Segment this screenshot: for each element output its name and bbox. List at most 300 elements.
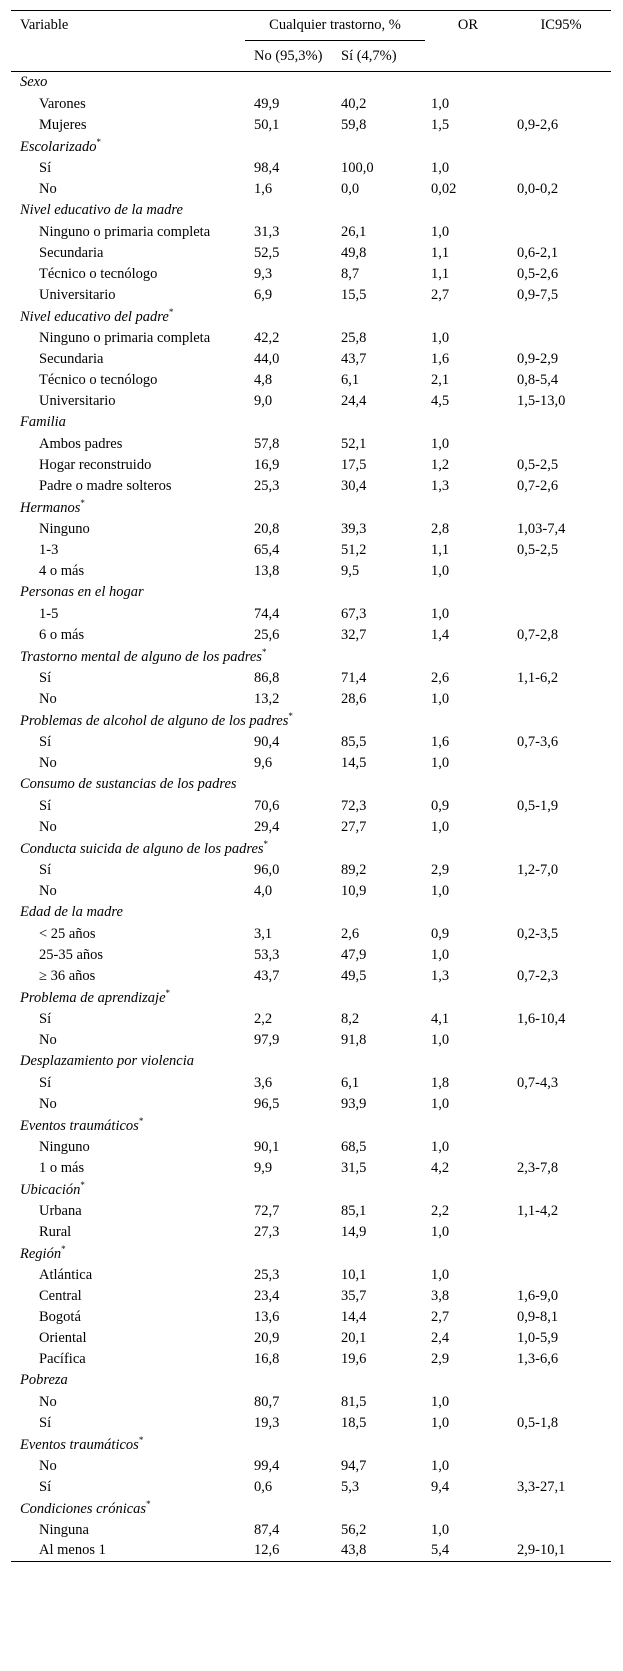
pct-no-disorder: 49,9 <box>254 95 280 112</box>
category-label: Sí <box>39 1074 52 1091</box>
pct-no-disorder: 9,3 <box>254 265 273 282</box>
category-label: 4 o más <box>39 562 85 579</box>
header-no: No (95,3%) <box>254 47 323 64</box>
table-row <box>11 561 611 582</box>
pct-no-disorder: 99,4 <box>254 1457 280 1474</box>
table-row <box>11 540 611 561</box>
pct-no-disorder: 43,7 <box>254 967 280 984</box>
group-name: Desplazamiento por violencia <box>20 1053 194 1069</box>
confidence-interval: 1,6-10,4 <box>517 1010 566 1027</box>
table-row <box>11 945 611 966</box>
table-row <box>11 1349 611 1370</box>
significance-marker: * <box>165 988 171 999</box>
odds-ratio: 1,0 <box>431 223 450 240</box>
table-row <box>11 285 611 306</box>
category-label: Secundaria <box>39 350 104 367</box>
category-label: Técnico o tecnólogo <box>39 371 158 388</box>
confidence-interval <box>511 881 611 902</box>
confidence-interval: 0,0-0,2 <box>517 180 559 197</box>
pct-with-disorder: 10,9 <box>341 882 367 899</box>
odds-ratio: 1,0 <box>431 882 450 899</box>
group-row <box>11 646 611 668</box>
group-name: Problema de aprendizaje <box>20 989 166 1006</box>
pct-no-disorder: 80,7 <box>254 1393 280 1410</box>
odds-ratio: 1,0 <box>431 1521 450 1538</box>
pct-with-disorder: 26,1 <box>341 223 367 240</box>
group-name: Eventos traumáticos <box>20 1117 139 1134</box>
pct-with-disorder: 31,5 <box>341 1159 367 1176</box>
group-name: Nivel educativo del padre <box>20 308 169 325</box>
group-name: Familia <box>20 414 66 430</box>
pct-no-disorder: 96,0 <box>254 861 280 878</box>
pct-with-disorder: 59,8 <box>341 116 367 133</box>
confidence-interval: 0,5-2,5 <box>517 541 559 558</box>
category-label: Sí <box>39 861 52 878</box>
confidence-interval: 2,3-7,8 <box>517 1159 559 1176</box>
confidence-interval: 0,9-2,6 <box>517 116 559 133</box>
category-label: Sí <box>39 1010 52 1027</box>
group-name: Trastorno mental de alguno de los padres <box>20 648 262 665</box>
pct-no-disorder: 52,5 <box>254 244 280 261</box>
group-label <box>11 902 611 924</box>
category-label: Pacífica <box>39 1350 86 1367</box>
pct-with-disorder: 28,6 <box>341 690 367 707</box>
table-row <box>11 1030 611 1051</box>
header-or: OR <box>425 11 511 41</box>
odds-ratio: 0,9 <box>431 925 450 942</box>
category-label: No <box>39 1095 57 1112</box>
significance-marker: * <box>263 839 269 850</box>
odds-ratio: 1,3 <box>431 967 450 984</box>
confidence-interval: 1,1-4,2 <box>517 1202 559 1219</box>
category-label: No <box>39 754 57 771</box>
pct-with-disorder: 40,2 <box>341 95 367 112</box>
odds-ratio: 4,2 <box>431 1159 450 1176</box>
category-label: 1-3 <box>39 541 59 558</box>
table-row <box>11 1222 611 1243</box>
odds-ratio: 2,9 <box>431 1350 450 1367</box>
confidence-interval <box>511 1265 611 1286</box>
pct-with-disorder: 10,1 <box>341 1266 367 1283</box>
group-name: Ubicación <box>20 1181 81 1198</box>
significance-marker: * <box>261 647 267 658</box>
pct-no-disorder: 25,3 <box>254 1266 280 1283</box>
header-any-disorder: Cualquier trastorno, % <box>245 11 425 41</box>
group-label <box>11 497 611 519</box>
table-row <box>11 1456 611 1477</box>
group-row <box>11 1370 611 1392</box>
odds-ratio: 1,0 <box>431 754 450 771</box>
category-label: Ninguno <box>39 1138 90 1155</box>
group-label <box>11 987 611 1009</box>
category-label: Sí <box>39 669 52 686</box>
odds-ratio: 1,0 <box>431 159 450 176</box>
odds-ratio: 4,5 <box>431 392 450 409</box>
confidence-interval <box>511 1392 611 1413</box>
group-row <box>11 1051 611 1073</box>
confidence-interval: 1,0-5,9 <box>517 1329 559 1346</box>
table-row <box>11 1158 611 1179</box>
pct-with-disorder: 6,1 <box>341 1074 360 1091</box>
pct-no-disorder: 90,1 <box>254 1138 280 1155</box>
odds-ratio: 3,8 <box>431 1287 450 1304</box>
pct-no-disorder: 0,6 <box>254 1478 273 1495</box>
category-label: Ninguno o primaria completa <box>39 223 211 240</box>
pct-no-disorder: 65,4 <box>254 541 280 558</box>
pct-with-disorder: 68,5 <box>341 1138 367 1155</box>
group-label <box>11 710 611 732</box>
pct-no-disorder: 13,8 <box>254 562 280 579</box>
table-row <box>11 796 611 817</box>
confidence-interval: 0,5-1,8 <box>517 1414 559 1431</box>
confidence-interval <box>511 158 611 179</box>
odds-ratio: 2,7 <box>431 286 450 303</box>
table-row <box>11 455 611 476</box>
data-table-container <box>11 10 611 1562</box>
confidence-interval <box>511 1222 611 1243</box>
table-row <box>11 349 611 370</box>
group-row <box>11 582 611 604</box>
table-row <box>11 1520 611 1541</box>
pct-with-disorder: 85,5 <box>341 733 367 750</box>
confidence-interval <box>511 753 611 774</box>
category-label: No <box>39 1031 57 1048</box>
odds-ratio: 1,5 <box>431 116 450 133</box>
group-label <box>11 582 611 604</box>
pct-no-disorder: 53,3 <box>254 946 280 963</box>
category-label: Padre o madre solteros <box>39 477 172 494</box>
table-row <box>11 519 611 540</box>
category-label: 25-35 años <box>39 946 104 963</box>
group-label <box>11 838 611 860</box>
pct-with-disorder: 25,8 <box>341 329 367 346</box>
pct-no-disorder: 20,8 <box>254 520 280 537</box>
category-label: Varones <box>39 95 86 112</box>
table-row <box>11 391 611 412</box>
odds-ratio: 1,1 <box>431 265 450 282</box>
pct-no-disorder: 31,3 <box>254 223 280 240</box>
group-label <box>11 774 611 796</box>
pct-no-disorder: 4,0 <box>254 882 273 899</box>
table-row <box>11 328 611 349</box>
table-row <box>11 115 611 136</box>
table-row <box>11 1265 611 1286</box>
table-row <box>11 370 611 391</box>
confidence-interval: 3,3-27,1 <box>517 1478 566 1495</box>
pct-no-disorder: 87,4 <box>254 1521 280 1538</box>
pct-with-disorder: 8,7 <box>341 265 360 282</box>
table-row <box>11 476 611 497</box>
table-row <box>11 966 611 987</box>
group-label <box>11 200 611 222</box>
pct-no-disorder: 25,3 <box>254 477 280 494</box>
confidence-interval <box>511 328 611 349</box>
confidence-interval: 0,6-2,1 <box>517 244 559 261</box>
pct-no-disorder: 3,1 <box>254 925 273 942</box>
group-label <box>11 646 611 668</box>
table-row <box>11 222 611 243</box>
significance-marker: * <box>96 137 102 148</box>
group-label <box>11 1370 611 1392</box>
confidence-interval <box>511 817 611 838</box>
pct-with-disorder: 43,7 <box>341 350 367 367</box>
category-label: Bogotá <box>39 1308 81 1325</box>
group-row <box>11 902 611 924</box>
pct-with-disorder: 17,5 <box>341 456 367 473</box>
pct-no-disorder: 72,7 <box>254 1202 280 1219</box>
table-row <box>11 1328 611 1349</box>
pct-with-disorder: 94,7 <box>341 1457 367 1474</box>
confidence-interval: 0,9-8,1 <box>517 1308 559 1325</box>
pct-no-disorder: 44,0 <box>254 350 280 367</box>
group-row <box>11 1115 611 1137</box>
category-label: ≥ 36 años <box>39 967 96 984</box>
confidence-interval: 0,5-2,6 <box>517 265 559 282</box>
pct-with-disorder: 14,4 <box>341 1308 367 1325</box>
group-label <box>11 72 611 94</box>
odds-ratio: 2,1 <box>431 371 450 388</box>
odds-ratio: 1,0 <box>431 605 450 622</box>
odds-ratio: 2,7 <box>431 1308 450 1325</box>
pct-no-disorder: 13,2 <box>254 690 280 707</box>
confidence-interval: 0,7-4,3 <box>517 1074 559 1091</box>
pct-with-disorder: 30,4 <box>341 477 367 494</box>
pct-with-disorder: 51,2 <box>341 541 367 558</box>
significance-marker: * <box>288 711 293 722</box>
pct-no-disorder: 86,8 <box>254 669 280 686</box>
pct-with-disorder: 2,6 <box>341 925 360 942</box>
category-label: Sí <box>39 1478 52 1495</box>
category-label: Sí <box>39 797 52 814</box>
pct-with-disorder: 35,7 <box>341 1287 367 1304</box>
group-row <box>11 1179 611 1201</box>
pct-no-disorder: 90,4 <box>254 733 280 750</box>
confidence-interval: 0,5-2,5 <box>517 456 559 473</box>
table-row <box>11 625 611 646</box>
odds-ratio: 1,0 <box>431 1031 450 1048</box>
odds-ratio: 1,0 <box>431 1457 450 1474</box>
category-label: Universitario <box>39 392 116 409</box>
pct-with-disorder: 49,8 <box>341 244 367 261</box>
odds-ratio: 1,0 <box>431 435 450 452</box>
pct-no-disorder: 96,5 <box>254 1095 280 1112</box>
header-si: Sí (4,7%) <box>341 47 397 64</box>
header-ic95: IC95% <box>511 11 611 41</box>
confidence-interval: 1,03-7,4 <box>517 520 566 537</box>
significance-marker: * <box>80 498 85 509</box>
pct-with-disorder: 71,4 <box>341 669 367 686</box>
pct-no-disorder: 97,9 <box>254 1031 280 1048</box>
pct-no-disorder: 57,8 <box>254 435 280 452</box>
category-label: 1-5 <box>39 605 59 622</box>
pct-with-disorder: 93,9 <box>341 1095 367 1112</box>
pct-with-disorder: 89,2 <box>341 861 367 878</box>
table-row <box>11 179 611 200</box>
odds-ratio: 1,0 <box>431 1223 450 1240</box>
confidence-interval: 0,2-3,5 <box>517 925 559 942</box>
pct-with-disorder: 20,1 <box>341 1329 367 1346</box>
category-label: Sí <box>39 1414 52 1431</box>
header-variable: Variable <box>11 11 245 41</box>
pct-with-disorder: 24,4 <box>341 392 367 409</box>
group-row <box>11 1498 611 1520</box>
odds-ratio: 1,2 <box>431 456 450 473</box>
group-row <box>11 838 611 860</box>
confidence-interval <box>511 561 611 582</box>
category-label: Atlántica <box>39 1266 93 1283</box>
table-row <box>11 1009 611 1030</box>
table-row <box>11 732 611 753</box>
category-label: Sí <box>39 733 52 750</box>
odds-ratio: 1,6 <box>431 350 450 367</box>
significance-marker: * <box>80 1180 85 1191</box>
group-name: Hermanos <box>20 499 81 516</box>
odds-ratio: 1,0 <box>431 1095 450 1112</box>
odds-ratio: 1,1 <box>431 244 450 261</box>
pct-no-disorder: 12,6 <box>245 1541 339 1562</box>
confidence-interval <box>511 689 611 710</box>
odds-ratio: 5,4 <box>425 1541 511 1562</box>
confidence-interval <box>511 1094 611 1115</box>
group-name: Escolarizado <box>20 138 97 155</box>
pct-no-disorder: 1,6 <box>254 180 273 197</box>
category-label: No <box>39 818 57 835</box>
odds-ratio: 1,0 <box>431 690 450 707</box>
pct-with-disorder: 72,3 <box>341 797 367 814</box>
confidence-interval: 0,7-2,8 <box>517 626 559 643</box>
table-row <box>11 881 611 902</box>
odds-ratio: 2,6 <box>431 669 450 686</box>
odds-ratio: 2,4 <box>431 1329 450 1346</box>
category-label: Oriental <box>39 1329 87 1346</box>
pct-with-disorder: 91,8 <box>341 1031 367 1048</box>
odds-ratio: 0,9 <box>431 797 450 814</box>
significance-marker: * <box>138 1435 144 1446</box>
pct-with-disorder: 14,5 <box>341 754 367 771</box>
table-row <box>11 753 611 774</box>
table-row <box>11 1073 611 1094</box>
odds-ratio: 2,9 <box>431 861 450 878</box>
pct-with-disorder: 100,0 <box>341 159 374 176</box>
confidence-interval: 0,9-7,5 <box>517 286 559 303</box>
table-row <box>11 604 611 625</box>
confidence-interval: 1,6-9,0 <box>517 1287 559 1304</box>
odds-ratio: 2,2 <box>431 1202 450 1219</box>
category-label: Ninguno <box>39 520 90 537</box>
confidence-interval <box>511 434 611 455</box>
pct-no-disorder: 42,2 <box>254 329 280 346</box>
confidence-interval <box>511 604 611 625</box>
odds-ratio: 4,1 <box>431 1010 450 1027</box>
group-row <box>11 1243 611 1265</box>
pct-with-disorder: 43,8 <box>339 1541 425 1562</box>
pct-with-disorder: 52,1 <box>341 435 367 452</box>
significance-marker: * <box>146 1499 151 1510</box>
pct-no-disorder: 9,9 <box>254 1159 273 1176</box>
group-label <box>11 136 611 158</box>
category-label: Central <box>39 1287 82 1304</box>
pct-no-disorder: 4,8 <box>254 371 273 388</box>
pct-no-disorder: 16,9 <box>254 456 280 473</box>
table-row <box>11 1392 611 1413</box>
pct-no-disorder: 23,4 <box>254 1287 280 1304</box>
group-row <box>11 136 611 158</box>
confidence-interval <box>511 94 611 115</box>
pct-no-disorder: 50,1 <box>254 116 280 133</box>
pct-no-disorder: 6,9 <box>254 286 273 303</box>
group-name: Sexo <box>20 74 48 91</box>
pct-no-disorder: 74,4 <box>254 605 280 622</box>
confidence-interval: 0,7-2,6 <box>517 477 559 494</box>
category-label: No <box>39 882 57 899</box>
confidence-interval <box>511 222 611 243</box>
group-label <box>11 1051 611 1073</box>
odds-ratio: 1,1 <box>431 541 450 558</box>
table-row <box>11 1477 611 1498</box>
odds-ratio: 2,8 <box>431 520 450 537</box>
pct-no-disorder: 98,4 <box>254 159 280 176</box>
risk-factors-table <box>11 10 611 1562</box>
table-row <box>11 243 611 264</box>
odds-ratio: 1,3 <box>431 477 450 494</box>
confidence-interval: 1,1-6,2 <box>517 669 559 686</box>
pct-with-disorder: 14,9 <box>341 1223 367 1240</box>
category-label: No <box>39 180 57 197</box>
pct-no-disorder: 9,6 <box>254 754 273 771</box>
pct-with-disorder: 32,7 <box>341 626 367 643</box>
confidence-interval <box>511 945 611 966</box>
table-row <box>11 434 611 455</box>
confidence-interval: 1,2-7,0 <box>517 861 559 878</box>
odds-ratio: 1,0 <box>431 95 450 112</box>
table-body <box>11 72 611 1562</box>
group-row <box>11 774 611 796</box>
group-label <box>11 1115 611 1137</box>
table-row <box>11 860 611 881</box>
pct-with-disorder: 18,5 <box>341 1414 367 1431</box>
group-name: Nivel educativo de la madre <box>20 202 183 218</box>
odds-ratio: 1,0 <box>431 562 450 579</box>
odds-ratio: 9,4 <box>431 1478 450 1495</box>
table-row <box>11 1286 611 1307</box>
category-label: Mujeres <box>39 116 87 133</box>
group-row <box>11 306 611 328</box>
pct-with-disorder: 56,2 <box>341 1521 367 1538</box>
pct-no-disorder: 27,3 <box>254 1223 280 1240</box>
pct-with-disorder: 8,2 <box>341 1010 360 1027</box>
confidence-interval: 0,7-3,6 <box>517 733 559 750</box>
category-label: No <box>39 690 57 707</box>
group-label <box>11 1434 611 1456</box>
category-label: No <box>39 1393 57 1410</box>
pct-with-disorder: 67,3 <box>341 605 367 622</box>
group-name: Problemas de alcohol de alguno de los padres <box>20 712 289 729</box>
table-row <box>11 689 611 710</box>
confidence-interval <box>511 1520 611 1541</box>
pct-with-disorder: 9,5 <box>341 562 360 579</box>
confidence-interval: 0,8-5,4 <box>517 371 559 388</box>
pct-with-disorder: 15,5 <box>341 286 367 303</box>
odds-ratio: 1,6 <box>431 733 450 750</box>
pct-with-disorder: 85,1 <box>341 1202 367 1219</box>
pct-no-disorder: 70,6 <box>254 797 280 814</box>
pct-with-disorder: 5,3 <box>341 1478 360 1495</box>
category-label: Técnico o tecnólogo <box>39 265 158 282</box>
group-name: Región <box>20 1245 62 1262</box>
odds-ratio: 1,0 <box>431 1414 450 1431</box>
category-label: < 25 años <box>39 925 96 942</box>
group-label <box>11 1498 611 1520</box>
